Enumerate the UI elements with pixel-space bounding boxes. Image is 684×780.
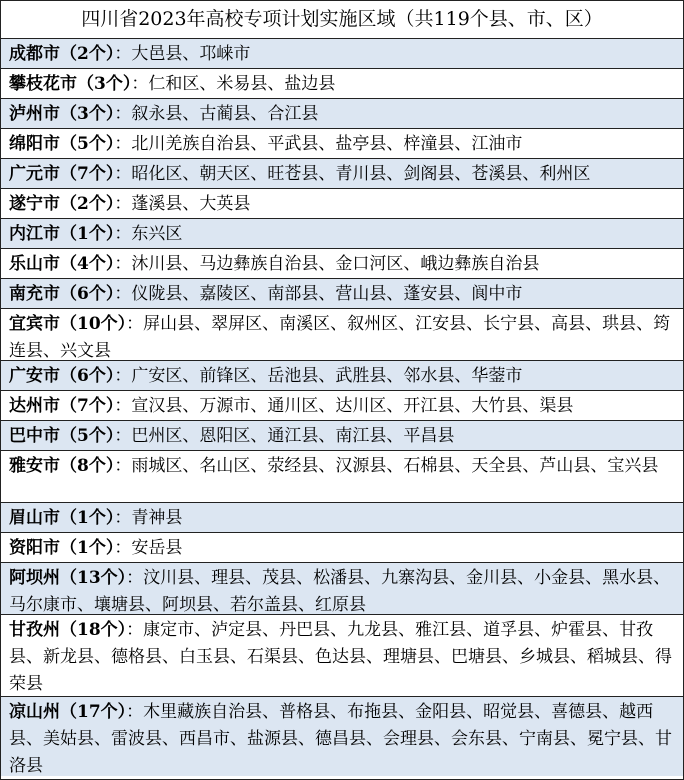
county-list: 广安区、前锋区、岳池县、武胜县、邻水县、华蓥市 xyxy=(131,366,523,386)
separator: ： xyxy=(114,164,132,184)
city-name: 泸州市 xyxy=(9,104,60,124)
county-count: （2个） xyxy=(60,44,115,64)
county-list: 东兴区 xyxy=(131,224,183,244)
separator: ： xyxy=(126,702,144,722)
county-count: （7个） xyxy=(60,164,115,184)
separator: ： xyxy=(114,284,132,304)
separator: ： xyxy=(114,224,132,244)
table-row xyxy=(1,219,683,249)
county-list: 仁和区、米易县、盐边县 xyxy=(148,74,336,94)
county-list: 康定市、泸定县、丹巴县、九龙县、雅江县、道孚县、炉霍县、甘孜县、新龙县、德格县、白玉县、石渠县、色达县、理塘县、巴塘县、乡城县、稻城县、得荣县 xyxy=(9,620,672,694)
county-count: （6个） xyxy=(60,366,115,386)
county-count: （13个） xyxy=(60,568,127,588)
table-row xyxy=(1,39,683,69)
city-name: 凉山州 xyxy=(9,702,60,722)
city-name: 南充市 xyxy=(9,284,60,304)
county-list: 雨城区、名山区、荥经县、汉源县、石棉县、天全县、芦山县、宝兴县 xyxy=(131,456,659,476)
separator: ： xyxy=(114,254,132,274)
county-list: 沐川县、马边彝族自治县、金口河区、峨边彝族自治县 xyxy=(131,254,540,274)
county-list: 叙永县、古蔺县、合江县 xyxy=(131,104,319,124)
county-count: （5个） xyxy=(60,426,115,446)
table-row xyxy=(1,391,683,421)
table-row xyxy=(1,189,683,219)
table-row xyxy=(1,361,683,391)
separator: ： xyxy=(126,568,144,588)
city-name: 阿坝州 xyxy=(9,568,60,588)
county-count: （4个） xyxy=(60,254,115,274)
separator: ： xyxy=(131,74,149,94)
county-count: （10个） xyxy=(60,314,127,334)
table-row xyxy=(1,249,683,279)
county-count: （3个） xyxy=(60,104,115,124)
city-name: 攀枝花市 xyxy=(9,74,77,94)
county-count: （17个） xyxy=(60,702,127,722)
city-name: 眉山市 xyxy=(9,508,60,528)
county-count: （1个） xyxy=(60,508,115,528)
county-list: 木里藏族自治县、普格县、布拖县、金阳县、昭觉县、喜德县、越西县、美姑县、雷波县、西昌市、盐源县、德昌县、会理县、会东县、宁南县、冕宁县、甘洛县 xyxy=(9,702,672,776)
separator: ： xyxy=(114,426,132,446)
table-row xyxy=(1,99,683,129)
separator: ： xyxy=(114,456,132,476)
city-name: 内江市 xyxy=(9,224,60,244)
county-count: （3个） xyxy=(77,74,132,94)
separator: ： xyxy=(114,104,132,124)
county-list: 大邑县、邛崃市 xyxy=(131,44,251,64)
separator: ： xyxy=(114,194,132,214)
county-count: （1个） xyxy=(60,538,115,558)
separator: ： xyxy=(114,508,132,528)
table-row xyxy=(1,503,683,533)
city-name: 资阳市 xyxy=(9,538,60,558)
region-list xyxy=(1,39,683,776)
city-name: 巴中市 xyxy=(9,426,60,446)
separator: ： xyxy=(114,44,132,64)
county-list: 仪陇县、嘉陵区、南部县、营山县、蓬安县、阆中市 xyxy=(131,284,523,304)
separator: ： xyxy=(126,314,144,334)
table-row xyxy=(1,159,683,189)
table-row xyxy=(1,615,683,697)
county-list: 北川羌族自治县、平武县、盐亭县、梓潼县、江油市 xyxy=(131,134,523,154)
county-list: 巴州区、恩阳区、通江县、南江县、平昌县 xyxy=(131,426,455,446)
city-name: 遂宁市 xyxy=(9,194,60,214)
table-row xyxy=(1,563,683,615)
separator: ： xyxy=(114,396,132,416)
city-name: 广元市 xyxy=(9,164,60,184)
city-name: 达州市 xyxy=(9,396,60,416)
city-name: 乐山市 xyxy=(9,254,60,274)
city-name: 成都市 xyxy=(9,44,60,64)
city-name: 广安市 xyxy=(9,366,60,386)
table-row xyxy=(1,69,683,99)
city-name: 宜宾市 xyxy=(9,314,60,334)
county-count: （1个） xyxy=(60,224,115,244)
county-count: （2个） xyxy=(60,194,115,214)
county-count: （8个） xyxy=(60,456,115,476)
city-name: 雅安市 xyxy=(9,456,60,476)
city-name: 绵阳市 xyxy=(9,134,60,154)
county-list: 昭化区、朝天区、旺苍县、青川县、剑阁县、苍溪县、利州区 xyxy=(131,164,591,184)
table-row xyxy=(1,129,683,159)
county-count: （7个） xyxy=(60,396,115,416)
county-count: （5个） xyxy=(60,134,115,154)
separator: ： xyxy=(114,134,132,154)
table-row xyxy=(1,533,683,563)
separator: ： xyxy=(114,366,132,386)
table-row xyxy=(1,421,683,451)
county-count: （18个） xyxy=(60,620,127,640)
page-title: 四川省2023年高校专项计划实施区域（共119个县、市、区） xyxy=(1,1,683,39)
county-list: 蓬溪县、大英县 xyxy=(131,194,251,214)
county-list: 屏山县、翠屏区、南溪区、叙州区、江安县、长宁县、高县、珙县、筠连县、兴文县 xyxy=(9,314,671,361)
county-list: 宣汉县、万源市、通川区、达川区、开江县、大竹县、渠县 xyxy=(131,396,574,416)
separator: ： xyxy=(114,538,132,558)
table-row xyxy=(1,279,683,309)
county-list: 汶川县、理县、茂县、松潘县、九寨沟县、金川县、小金县、黑水县、马尔康市、壤塘县、阿坝县、若尔盖县、红原县 xyxy=(9,568,671,615)
county-count: （6个） xyxy=(60,284,115,304)
table-row xyxy=(1,309,683,361)
table-row xyxy=(1,697,683,776)
table-row xyxy=(1,451,683,503)
county-list: 安岳县 xyxy=(131,538,183,558)
separator: ： xyxy=(126,620,144,640)
county-list: 青神县 xyxy=(131,508,183,528)
city-name: 甘孜州 xyxy=(9,620,60,640)
